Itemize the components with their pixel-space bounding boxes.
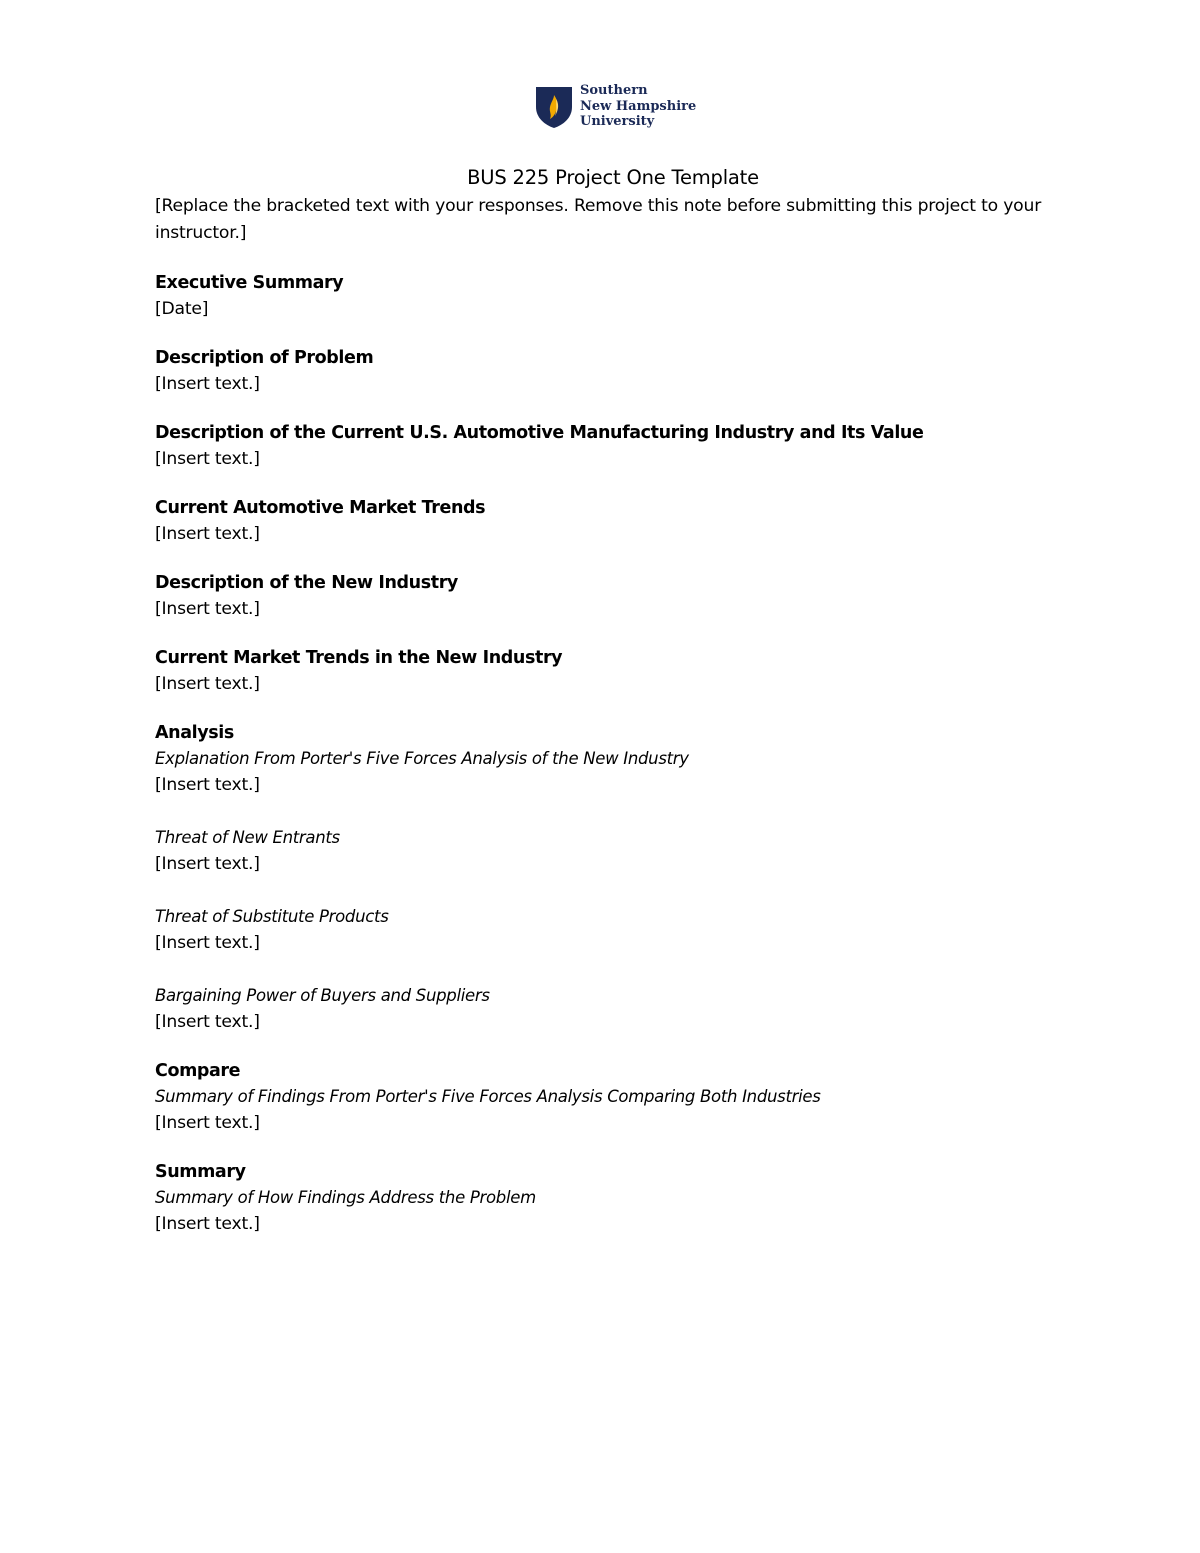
section-heading: Description of the New Industry [155, 573, 458, 593]
document-title: BUS 225 Project One Template [467, 166, 759, 189]
section-body: [Insert text.] [155, 854, 260, 874]
section-body: [Insert text.] [155, 1012, 260, 1032]
snhu-logo [535, 83, 705, 133]
subsection-heading: Threat of New Entrants [155, 828, 340, 847]
shield-flame-icon [535, 85, 573, 129]
document-content [155, 163, 1055, 1237]
subsection-substitutes [155, 904, 1055, 956]
section-body: [Insert text.] [155, 599, 260, 619]
subsection-heading: Summary of How Findings Address the Problem [155, 1188, 536, 1207]
section-body: [Insert text.] [155, 374, 260, 394]
section-analysis [155, 720, 1055, 1035]
section-heading: Description of the Current U.S. Automotive Manufacturing Industry and Its Value [155, 423, 924, 443]
section-new-industry-trends [155, 645, 1055, 697]
subsection-heading: Summary of Findings From Porter's Five Forces Analysis Comparing Both Industries [155, 1087, 821, 1106]
section-heading: Description of Problem [155, 348, 374, 368]
section-heading: Analysis [155, 723, 234, 743]
section-body: [Date] [155, 299, 209, 319]
logo-line-3: University [580, 114, 655, 129]
section-current-industry [155, 420, 1055, 472]
section-body: [Insert text.] [155, 1113, 260, 1133]
section-heading: Compare [155, 1061, 241, 1081]
subsection-bargaining-power [155, 983, 1055, 1035]
instructions-note: [Replace the bracketed text with your responses. Remove this note before submitting this project to your instructor.] [155, 196, 1042, 243]
section-heading: Executive Summary [155, 273, 344, 293]
section-body: [Insert text.] [155, 933, 260, 953]
section-body: [Insert text.] [155, 1214, 260, 1234]
section-automotive-trends [155, 495, 1055, 547]
section-summary [155, 1159, 1055, 1237]
subsection-heading: Threat of Substitute Products [155, 907, 389, 926]
section-body: [Insert text.] [155, 674, 260, 694]
section-heading: Summary [155, 1162, 246, 1182]
section-compare [155, 1058, 1055, 1136]
subsection-new-entrants [155, 825, 1055, 877]
logo-wordmark [580, 83, 696, 130]
section-heading: Current Market Trends in the New Industry [155, 648, 563, 668]
section-new-industry [155, 570, 1055, 622]
logo-line-2: New Hampshire [580, 98, 697, 114]
section-body: [Insert text.] [155, 775, 260, 795]
logo-line-1: Southern [580, 83, 648, 98]
section-body: [Insert text.] [155, 449, 260, 469]
subsection-heading: Bargaining Power of Buyers and Suppliers [155, 986, 490, 1005]
section-heading: Current Automotive Market Trends [155, 498, 486, 518]
section-body: [Insert text.] [155, 524, 260, 544]
section-executive-summary [155, 270, 1055, 322]
subsection-heading: Explanation From Porter's Five Forces Analysis of the New Industry [155, 749, 689, 768]
section-description-of-problem [155, 345, 1055, 397]
